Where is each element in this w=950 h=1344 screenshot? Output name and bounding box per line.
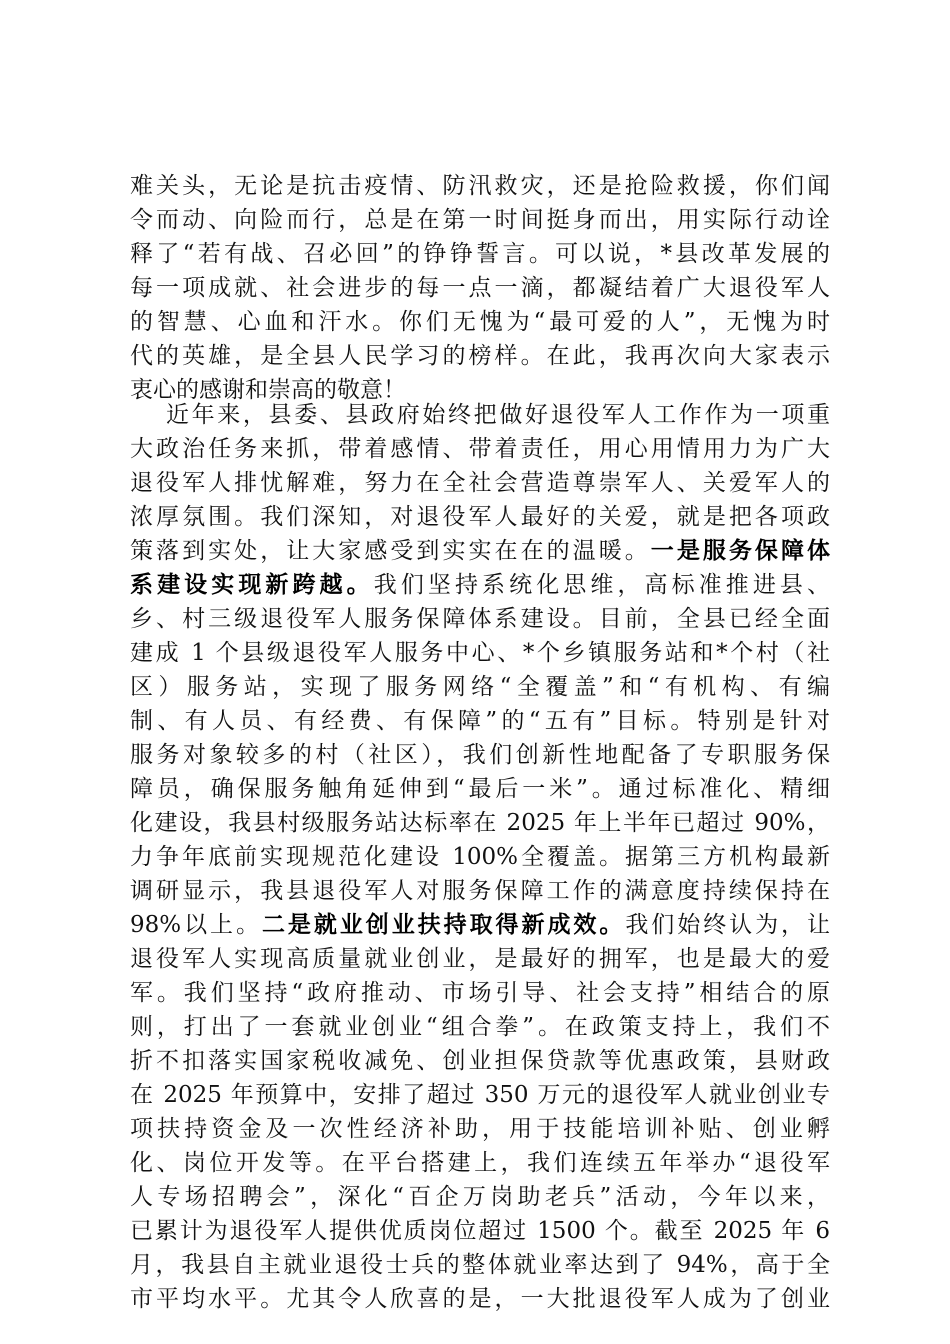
- text-line: 难关头，无论是抗击疫情、防汛救灾，还是抢险救援，你们闻: [130, 173, 830, 199]
- text-line: [130, 908, 830, 942]
- text-line: 退役军人排忧解难，努力在全社会营造尊崇军人、关爱军人的: [130, 470, 830, 496]
- text-line: 月，我县自主就业退役士兵的整体就业率达到了 94%，高于全: [130, 1252, 830, 1278]
- heading-two: 二是就业创业扶持取得新成效。: [261, 911, 626, 938]
- text-line: 制、有人员、有经费、有保障”的“五有”目标。特别是针对: [130, 708, 830, 734]
- text-line: 市平均水平。尤其令人欣喜的是，一大批退役军人成为了创业: [130, 1286, 830, 1312]
- heading-one-start: 一是服务保障体: [650, 537, 830, 564]
- text-line: [130, 534, 830, 568]
- text-line: 大政治任务来抓，带着感情、带着责任，用心用情用力为广大: [130, 436, 830, 462]
- text-line: 调研显示，我县退役军人对服务保障工作的满意度持续保持在: [130, 878, 830, 904]
- text-line: 释了“若有战、召必回”的铮铮誓言。可以说，*县改革发展的: [130, 241, 830, 267]
- text-line: 力争年底前实现规范化建设 100%全覆盖。据第三方机构最新: [130, 844, 830, 870]
- text-line: 令而动、向险而行，总是在第一时间挺身而出，用实际行动诠: [130, 207, 830, 233]
- text-line: 每一项成就、社会进步的每一点一滴，都凝结着广大退役军人: [130, 275, 830, 301]
- text-line: 的智慧、心血和汗水。你们无愧为“最可爱的人”，无愧为时: [130, 309, 830, 335]
- text-line: 则，打出了一套就业创业“组合拳”。在政策支持上，我们不: [130, 1014, 830, 1040]
- paragraph-first-line: 近年来，县委、县政府始终把做好退役军人工作作为一项重: [166, 402, 830, 428]
- text-line: 人专场招聘会”，深化“百企万岗助老兵”活动，今年以来，: [130, 1184, 830, 1210]
- text-line: 代的英雄，是全县人民学习的榜样。在此，我再次向大家表示: [130, 343, 830, 369]
- text-run: 我们始终认为，让: [625, 912, 830, 938]
- text-line: 衷心的感谢和崇高的敬意！: [130, 377, 406, 403]
- text-line: 已累计为退役军人提供优质岗位超过 1500 个。截至 2025 年 6: [130, 1218, 830, 1244]
- text-line: 化、岗位开发等。在平台搭建上，我们连续五年举办“退役军: [130, 1150, 830, 1176]
- text-run: 我们坚持系统化思维，高标准推进县、: [373, 572, 830, 598]
- text-line: 化建设，我县村级服务站达标率在 2025 年上半年已超过 90%，: [130, 810, 830, 836]
- text-line: 军。我们坚持“政府推动、市场引导、社会支持”相结合的原: [130, 980, 830, 1006]
- text-line: 乡、村三级退役军人服务保障体系建设。目前，全县已经全面: [130, 606, 830, 632]
- text-run: 98%以上。: [130, 912, 262, 938]
- text-line: 在 2025 年预算中，安排了超过 350 万元的退役军人就业创业专: [130, 1082, 830, 1108]
- text-line: 障员，确保服务触角延伸到“最后一米”。通过标准化、精细: [130, 776, 830, 802]
- text-line: 折不扣落实国家税收减免、创业担保贷款等优惠政策，县财政: [130, 1048, 830, 1074]
- text-run: 策落到实处，让大家感受到实实在在的温暖。: [130, 538, 651, 564]
- heading-one-end: 系建设实现新跨越。: [130, 571, 374, 598]
- text-line: 浓厚氛围。我们深知，对退役军人最好的关爱，就是把各项政: [130, 504, 830, 530]
- text-line: 项扶持资金及一次性经济补助，用于技能培训补贴、创业孵: [130, 1116, 830, 1142]
- text-line: 服务对象较多的村（社区），我们创新性地配备了专职服务保: [130, 742, 830, 768]
- text-line: 区）服务站，实现了服务网络“全覆盖”和“有机构、有编: [130, 674, 830, 700]
- text-line: [130, 568, 830, 602]
- text-line: 退役军人实现高质量就业创业，是最好的拥军，也是最大的爱: [130, 946, 830, 972]
- text-line: 建成 1 个县级退役军人服务中心、*个乡镇服务站和*个村（社: [130, 640, 830, 666]
